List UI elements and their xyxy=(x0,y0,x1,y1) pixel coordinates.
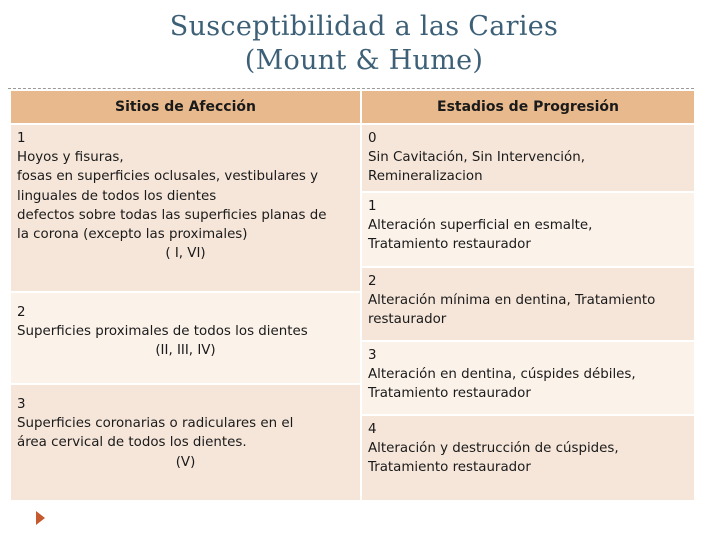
estadio-cell-3 xyxy=(362,342,694,414)
estadio-cell-0 xyxy=(362,125,694,191)
sitio-text: Superficies proximales de todos los dientes xyxy=(17,324,308,340)
estadio-text: Alteración en dentina, cúspides débiles, xyxy=(368,367,636,383)
estadio-number: 0 xyxy=(368,131,377,146)
estadio-text: Tratamiento restaurador xyxy=(368,237,531,253)
estadio-text: Remineralizacion xyxy=(368,169,483,185)
slide-title-line2: (Mount & Hume) xyxy=(244,45,484,76)
sitio-number: 2 xyxy=(17,305,26,320)
sitio-text: fosas en superficies oclusales, vestibulares y xyxy=(17,169,319,185)
slide-title xyxy=(0,10,728,78)
sitio-text: la corona (excepto las proximales) xyxy=(17,227,248,243)
estadio-number: 4 xyxy=(368,422,377,437)
sitio-text: defectos sobre todas las superficies planas de xyxy=(17,207,327,223)
title-divider xyxy=(8,88,694,89)
header-estadios: Estadios de Progresión xyxy=(362,91,694,123)
sitio-classification: ( I, VI) xyxy=(165,246,206,262)
sitio-cell-1 xyxy=(11,125,360,291)
estadio-number: 3 xyxy=(368,348,377,363)
estadio-text: Alteración mínima en dentina, Tratamiento xyxy=(368,293,656,309)
sitio-number: 1 xyxy=(17,131,26,146)
estadio-number: 2 xyxy=(368,274,377,289)
estadio-text: restaurador xyxy=(368,312,447,328)
sitio-text: Hoyos y fisuras, xyxy=(17,150,124,166)
header-sitios: Sitios de Afección xyxy=(11,91,360,123)
sitio-cell-3 xyxy=(11,385,360,500)
estadio-text: Sin Cavitación, Sin Intervención, xyxy=(368,150,585,166)
caries-table xyxy=(11,91,694,500)
estadio-text: Tratamiento restaurador xyxy=(368,386,531,402)
estadio-text: Alteración y destrucción de cúspides, xyxy=(368,441,619,457)
estadio-cell-1 xyxy=(362,193,694,266)
bullet-arrow-icon xyxy=(36,511,45,525)
estadio-cell-2 xyxy=(362,268,694,340)
sitio-text: linguales de todos los dientes xyxy=(17,188,217,204)
sitio-text: Superficies coronarias o radiculares en el xyxy=(17,416,294,432)
estadio-cell-4 xyxy=(362,416,694,500)
estadio-number: 1 xyxy=(368,199,377,214)
sitio-cell-2 xyxy=(11,293,360,383)
slide-title-line1: Susceptibilidad a las Caries xyxy=(169,11,559,42)
sitio-text: área cervical de todos los dientes. xyxy=(17,435,247,451)
estadio-text: Alteración superficial en esmalte, xyxy=(368,218,593,234)
sitio-classification: (V) xyxy=(175,454,196,470)
sitio-classification: (II, III, IV) xyxy=(155,343,216,359)
sitio-number: 3 xyxy=(17,397,26,412)
estadio-text: Tratamiento restaurador xyxy=(368,460,531,476)
